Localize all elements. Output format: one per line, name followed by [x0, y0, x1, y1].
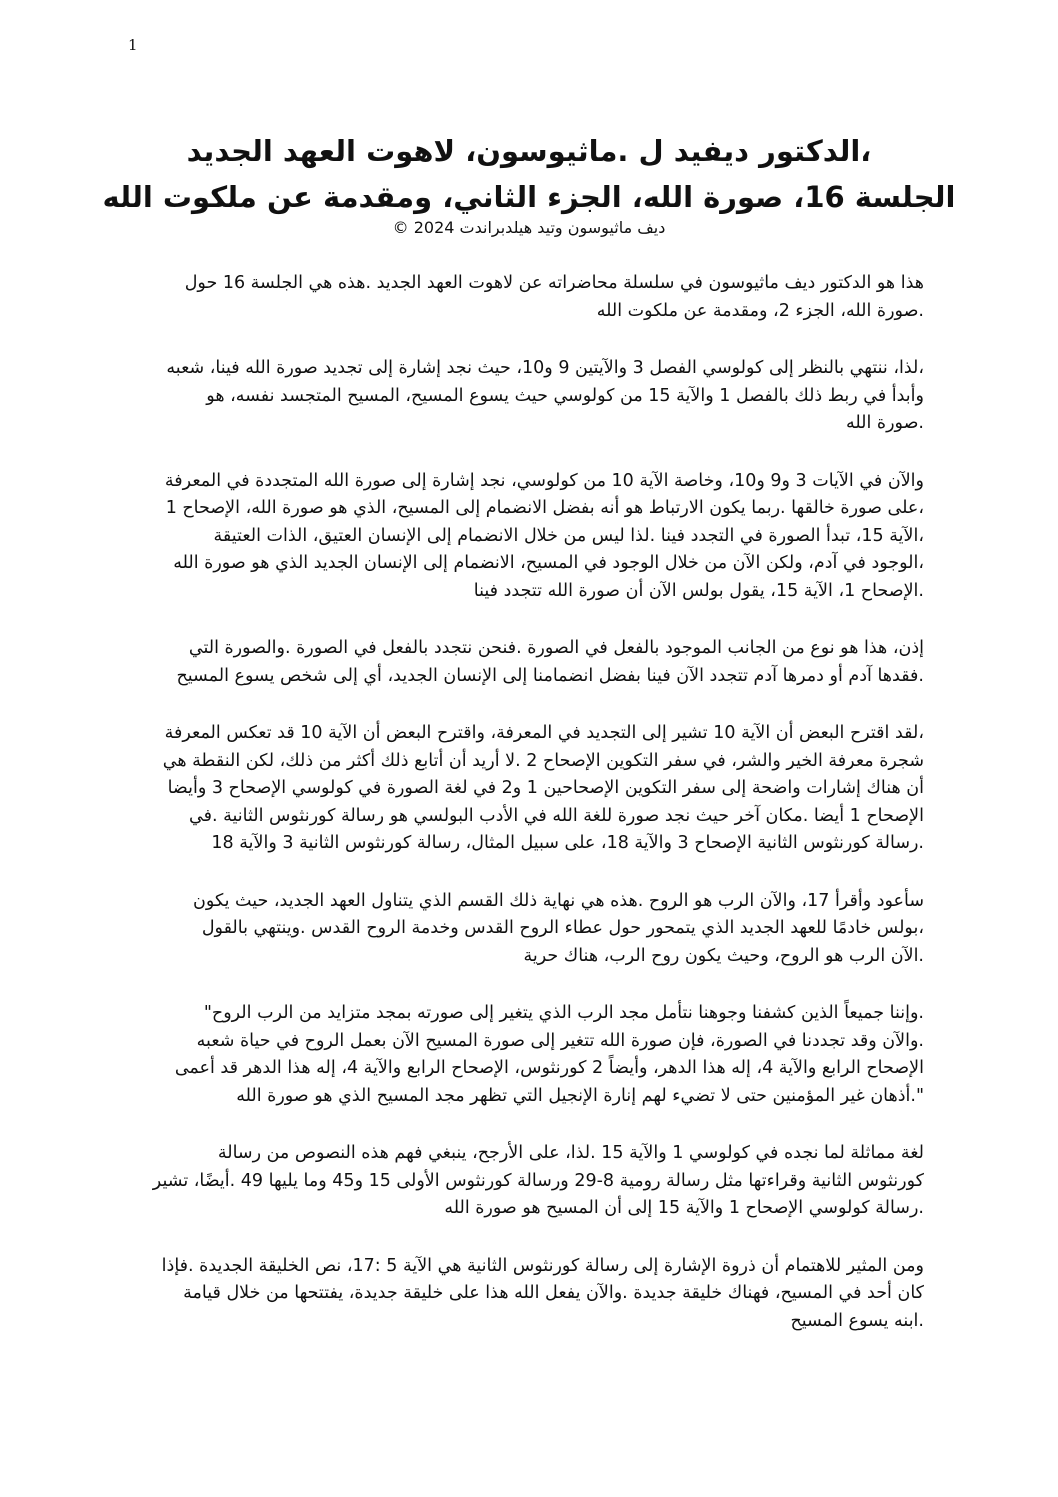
text-line: سأعود وأقرأ 17، والآن الرب هو الروح .هذه هي نهاية ذلك القسم الذي يتناول العهد الجديد، حيث يكون	[193, 890, 924, 911]
paragraph	[132, 468, 924, 606]
document-body	[132, 270, 924, 1365]
text-line: لغة مماثلة لما نجده في كولوسي 1 والآية 15 .لذا، على الأرجح، ينبغي فهم هذه النصوص من رسالة	[217, 1143, 924, 1163]
title-line-1: ،الدكتور ديفيد ل .ماثيوسون، لاهوت العهد الجديد	[186, 134, 872, 168]
paragraph	[132, 635, 924, 690]
text-line: ".أذهان غير المؤمنين حتى لا تضيء لهم إنارة الإنجيل التي تظهر مجد المسيح الذي هو صورة الله	[236, 1085, 924, 1106]
title-line-2: الجلسة 16، صورة الله، الجزء الثاني، ومقدمة عن ملكوت الله	[102, 180, 956, 214]
page-number: 1	[128, 36, 138, 54]
paragraph	[132, 270, 924, 325]
text-line: ،الآية 15، تبدأ الصورة في التجدد فينا .لذا ليس من خلال الانضمام إلى الإنسان العتيق، الذات العتيقة	[213, 525, 924, 546]
text-line: .رسالة كولوسي الإصحاح 1 والآية 15 إلى أن المسيح هو صورة الله	[444, 1198, 924, 1218]
text-line: كورنثوس الثانية وقراءتها مثل رسالة رومية 8-29 ورسالة كورنثوس الأولى 15 و45 وما يليها 49 .أيضًا، تشير	[152, 1170, 924, 1191]
text-line: .ابنه يسوع المسيح	[790, 1310, 924, 1331]
copyright-line: ديف ماثيوسون وتيد هيلدبراندت 2024 ©	[392, 218, 666, 237]
text-line: الإصحاح 1 أيضا .مكان آخر حيث نجد صورة للغة الله في الأدب البولسي هو رسالة كورنثوس الثانية .في	[189, 805, 924, 826]
paragraph	[132, 720, 924, 858]
text-line: .الإصحاح 1، الآية 15، يقول بولس الآن أن صورة الله تتجدد فينا	[473, 580, 924, 601]
text-line: .رسالة كورنثوس الثانية الإصحاح 3 والآية 18، على سبيل المثال، رسالة كورنثوس الثانية 3 والآية 18	[211, 833, 924, 853]
text-line: ،الوجود في آدم، ولكن الآن من خلال الوجود في المسيح، الانضمام إلى الإنسان الجديد الذي هو صورة الله	[173, 553, 924, 573]
text-line: ،بولس خادمًا للعهد الجديد الذي يتمحور حول عطاء الروح القدس وخدمة الروح القدس .وينتهي بالقول	[201, 918, 924, 938]
paragraph	[132, 1000, 924, 1110]
paragraph	[132, 888, 924, 971]
text-line: .صورة الله، الجزء 2، ومقدمة عن ملكوت الله	[596, 300, 924, 321]
text-line: شجرة معرفة الخير والشر، في سفر التكوين الإصحاح 2 .لا أريد أن أتابع ذلك أكثر من ذلك، لكن النقطة هي	[162, 750, 924, 771]
text-line: أن هناك إشارات واضحة إلى سفر التكوين الإصحاحين 1 و2 في لغة الصورة في كولوسي الإصحاح 3 وأيضا	[167, 778, 924, 798]
text-line: هذا هو الدكتور ديف ماثيوسون في سلسلة محاضراته عن لاهوت العهد الجديد .هذه هي الجلسة 16 حول	[184, 273, 924, 293]
text-line: ،لقد اقترح البعض أن الآية 10 تشير إلى التجديد في المعرفة، واقترح البعض أن الآية 10 قد تعكس المعرفة	[164, 723, 924, 743]
text-line: ،لذا، ننتهي بالنظر إلى كولوسي الفصل 3 والآيتين 9 و10، حيث نجد إشارة إلى تجديد صورة الله فينا، شعبه	[166, 358, 924, 378]
text-line: والآن في الآيات 3 و9 و10، وخاصة الآية 10 من كولوسي، نجد إشارة إلى صورة الله المتجددة في المعرفة	[164, 470, 924, 491]
text-line: كان أحد في المسيح، فهناك خليقة جديدة .والآن يفعل الله هذا على خليقة جديدة، يفتتحها من خلال قيامة	[183, 1283, 924, 1303]
text-line: ومن المثير للاهتمام أن ذروة الإشارة إلى رسالة كورنثوس الثانية هي الآية 5 :17، نص الخليقة الجديدة .فإذا	[161, 1255, 924, 1276]
text-line: .وإننا جميعاً الذين كشفنا وجوهنا نتأمل مجد الرب الذي يتغير إلى صورته بمجد متزايد من الرب الروح"	[203, 1003, 924, 1023]
text-line: .والآن وقد تجددنا في الصورة، فإن صورة الله تتغير إلى صورة المسيح الآن بعمل الروح في حياة شعبه	[196, 1030, 924, 1051]
text-line: .الآن الرب هو الروح، وحيث يكون روح الرب، هناك حرية	[523, 945, 924, 966]
text-line: .فقدها آدم أو دمرها آدم تتجدد الآن فينا بفضل انضمامنا إلى الإنسان الجديد، أي إلى شخص يسوع المسيح	[176, 665, 924, 686]
text-line: وأبدأ في ربط ذلك بالفصل 1 والآية 15 من كولوسي حيث يسوع المسيح، المسيح المتجسد نفسه، هو	[206, 385, 924, 406]
paragraph	[132, 1140, 924, 1223]
text-line: ،على صورة خالقها .ربما يكون الارتباط هو أنه بفضل الانضمام إلى المسيح، الذي هو صورة الله، الإصحاح 1	[165, 498, 924, 518]
document-header	[100, 128, 958, 240]
paragraph	[132, 1253, 924, 1336]
text-line: .صورة الله	[845, 413, 924, 433]
text-line: إذن، هذا هو نوع من الجانب الموجود بالفعل في الصورة .فنحن نتجدد بالفعل في الصورة .والصورة التي	[188, 638, 924, 658]
text-line: الإصحاح الرابع والآية 4، إله هذا الدهر، وأيضاً 2 كورنثوس، الإصحاح الرابع والآية 4، إله هذا الدهر قد أعمى	[174, 1058, 924, 1078]
paragraph	[132, 355, 924, 438]
